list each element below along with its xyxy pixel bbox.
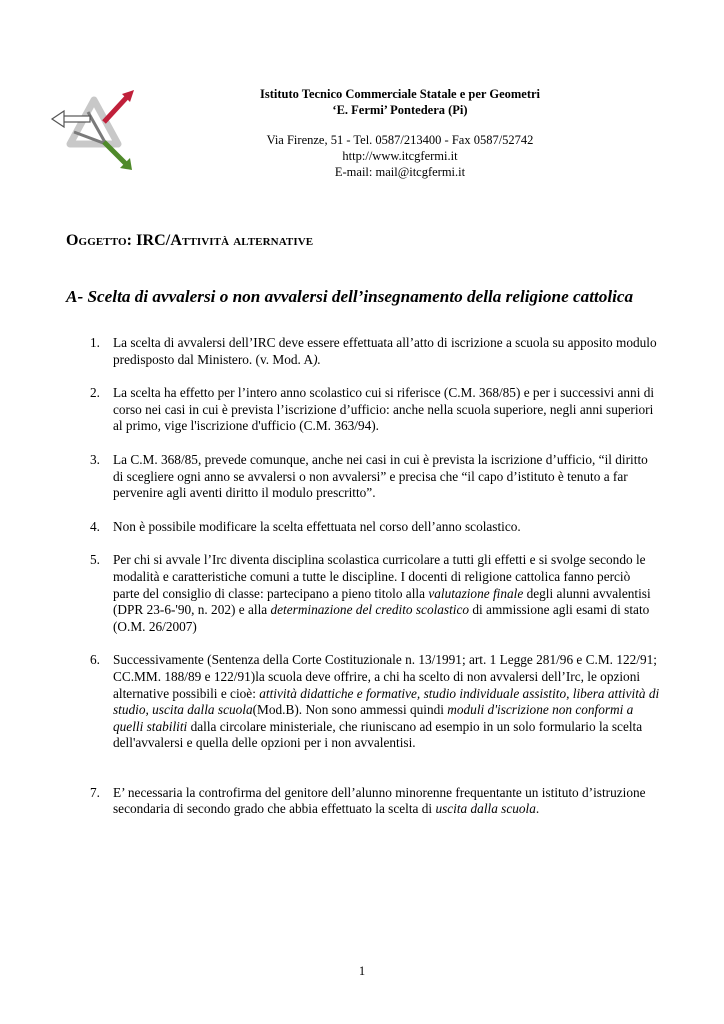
list-item xyxy=(90,335,660,368)
item-text: Per chi si avvale l’Irc diventa disciplina scolastica curricolare a tutti gli effetti e si svolge secondo le modalità e caratteristiche comuni a tutte le discipline. I docenti di religione cattolica fanno perciò parte del consiglio di classe: partecipano a pieno titolo alla valutazione finale degli alunni avvalentisi (DPR 23-6-'90, n. 202) e alla determinazione del credito scolastico di ammissione agli esami di stato (O.M. 26/2007) xyxy=(113,552,651,634)
item-text: La C.M. 368/85, prevede comunque, anche nei casi in cui è prevista la iscrizione d’ufficio, “il diritto di scegliere ogni anno se avvalersi o non avvalersi” e precisa che “il capo d’istituto è tenuto a far pervenire agli aventi diritto il modulo prescritto”. xyxy=(113,451,648,501)
list-item xyxy=(90,385,660,435)
item-number: 2. xyxy=(90,385,100,401)
school-arrows-logo xyxy=(48,86,140,176)
list-item xyxy=(90,452,660,502)
list-item xyxy=(90,552,660,635)
item-number: 7. xyxy=(90,784,100,800)
item-number: 1. xyxy=(90,335,100,350)
institute-location: ‘E. Fermi’ Pontedera (Pi) xyxy=(332,103,468,117)
subject-label: Oggetto: xyxy=(66,232,133,249)
item-number: 6. xyxy=(90,652,100,668)
website-link[interactable]: http://www.itcgfermi.it xyxy=(342,149,458,163)
item-number: 5. xyxy=(90,552,100,568)
item-text: Successivamente (Sentenza della Corte Costituzionale n. 13/1991; art. 1 Legge 281/96 e C.M. 122/91; CC.MM. 188/89 e 122/91)la scuola deve offrire, a chi ha scelto di non avvalersi dell’Irc, le opzioni alternative possibili e cioè: attività didattiche e formative, studio individuale assistito, libera attività di studio, uscita dalla scuola(Mod.B). Non sono ammessi quindi moduli d'iscrizione non conformi a quelli stabiliti dalla circolare ministeriale, che riuniscano ad esempio in un solo formulario la scelta dell'avvalersi e quella delle opzioni per i non avvalentisi. xyxy=(113,652,660,751)
email-link[interactable]: E-mail: mail@itcgfermi.it xyxy=(334,165,466,179)
item-text: E’ necessaria la controfirma del genitore dell’alunno minorenne frequentante un istituto d’istruzione secondaria di secondo grado che abbia effettuato la scelta di uscita dalla scuola. xyxy=(113,784,646,817)
item-text: La scelta ha effetto per l’intero anno scolastico cui si riferisce (C.M. 368/85) e per i successivi anni di corso nei casi in cui è prevista l’iscrizione d’ufficio: anche nella scuola superiore, negli anni superiori al primo, vige l'iscrizione d'ufficio (C.M. 363/94). xyxy=(113,385,655,434)
item-number: 4. xyxy=(90,518,100,534)
list-item xyxy=(90,519,660,536)
list-item xyxy=(90,785,660,818)
subject-line xyxy=(66,232,313,250)
section-title: A- Scelta di avvalersi o non avvalersi dell’insegnamento della religione cattolica xyxy=(66,287,634,306)
item-number: 3. xyxy=(90,451,100,467)
subject-value: IRC/Attività alternative xyxy=(136,232,314,249)
institute-name: Istituto Tecnico Commerciale Statale e per Geometri xyxy=(259,87,541,101)
list-item xyxy=(90,652,660,752)
numbered-list xyxy=(90,335,660,818)
letterhead xyxy=(200,86,600,180)
page-number: 1 xyxy=(358,964,366,978)
item-text: Non è possibile modificare la scelta effettuata nel corso dell’anno scolastico. xyxy=(113,518,521,534)
item-text: La scelta di avvalersi dell’IRC deve essere effettuata all’atto di iscrizione a scuola su apposito modulo predisposto dal Ministero. (v. Mod. A). xyxy=(113,335,657,367)
address: Via Firenze, 51 - Tel. 0587/213400 - Fax 0587/52742 xyxy=(266,133,534,147)
